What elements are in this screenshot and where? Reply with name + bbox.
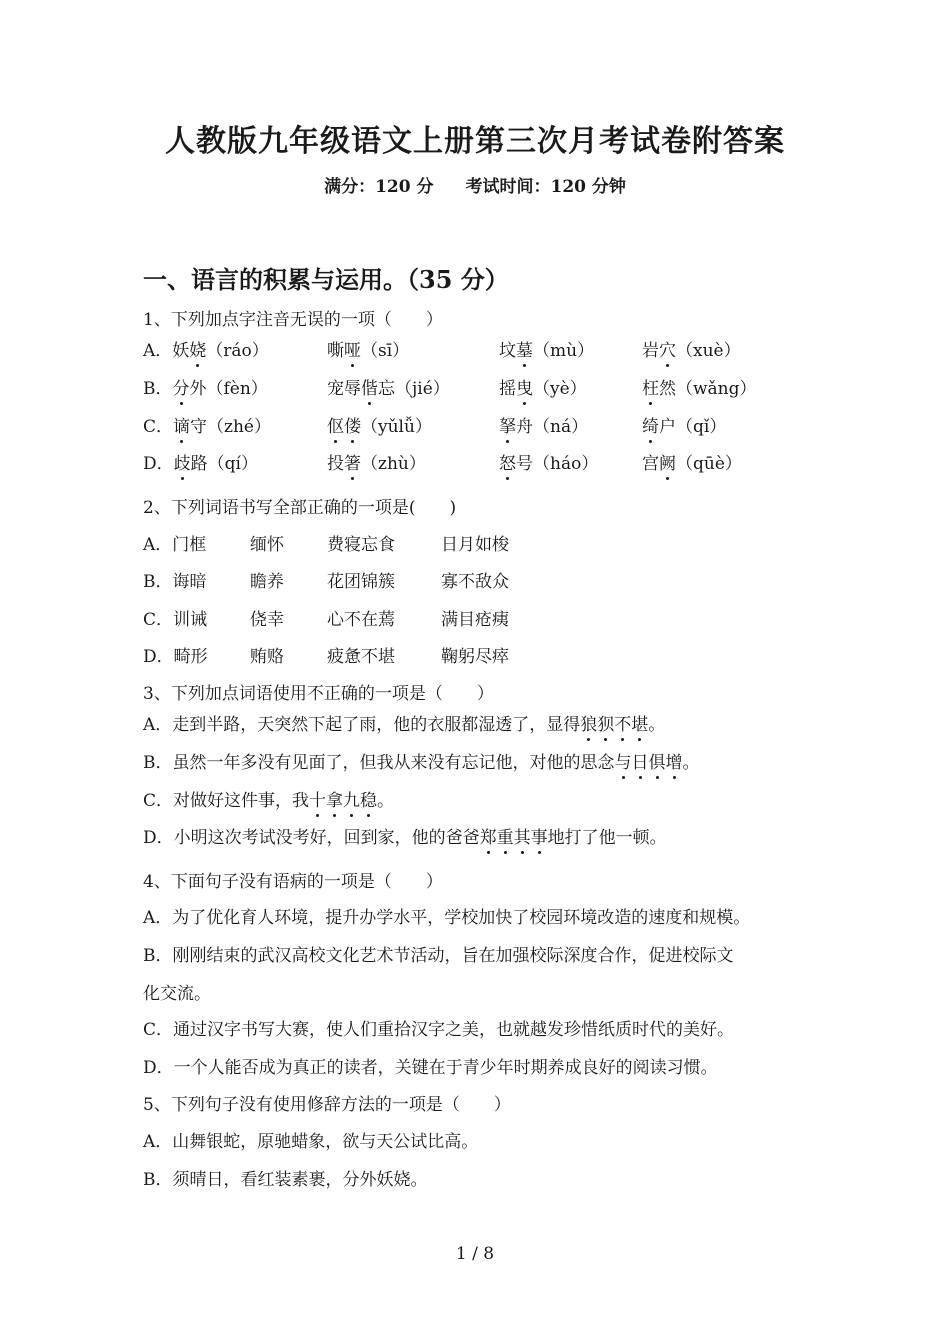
dotted-characters xyxy=(344,454,361,474)
dotted-characters xyxy=(173,379,190,399)
item-pinyin: 守（zhé） xyxy=(190,417,271,437)
word-item: 瞻养 xyxy=(250,572,284,592)
item-pinyin: （sī） xyxy=(361,341,410,361)
item-text: 坟 xyxy=(499,341,516,361)
emphasis-character: 狼 xyxy=(580,715,598,735)
dotted-characters xyxy=(659,341,676,361)
emphasis-character: 拿 xyxy=(326,791,344,811)
emphasis-character: 十 xyxy=(309,791,327,811)
page-number: 1 / 8 xyxy=(455,1244,495,1264)
emphasis-character: 其 xyxy=(513,828,531,848)
page-title: 人教版九年级语文上册第三次月考试卷附答案 xyxy=(165,124,785,159)
emphasis-character: 堪 xyxy=(631,715,649,735)
pinyin-item xyxy=(499,416,588,438)
full-score: 满分：120 分 xyxy=(324,177,434,197)
pinyin-item xyxy=(642,340,741,362)
pinyin-item xyxy=(327,340,409,362)
question-3-option xyxy=(143,790,394,812)
emphasis-character: 歧 xyxy=(173,454,191,474)
pinyin-item xyxy=(143,378,268,400)
question-5-option: A．山舞银蛇，原驰蜡象，欲与天公试比高。 xyxy=(143,1132,479,1152)
option-text: 地打了他一顿。 xyxy=(547,828,667,848)
dotted-idiom xyxy=(480,828,548,848)
question-3-stem: 3、下列加点词语使用不正确的一项是（ ） xyxy=(143,684,494,704)
question-5-option: B．须晴日，看红装素裹，分外妖娆。 xyxy=(143,1170,428,1190)
emphasis-character: 俱 xyxy=(648,753,666,773)
pinyin-item xyxy=(143,453,258,475)
emphasis-character: 偕 xyxy=(361,379,378,399)
word-item: 侥幸 xyxy=(250,610,284,630)
option-text: C．对做好这件事，我 xyxy=(143,791,310,811)
word-item: A．门框 xyxy=(143,535,207,555)
item-text: 宠辱 xyxy=(327,379,361,399)
item-pinyin: （mù） xyxy=(533,341,595,361)
dotted-characters xyxy=(344,341,361,361)
word-item: 缅怀 xyxy=(250,535,284,555)
emphasis-character: 狈 xyxy=(597,715,615,735)
item-pinyin: （yǔlǚ） xyxy=(361,417,432,437)
pinyin-item xyxy=(327,378,450,400)
word-item: 贿赂 xyxy=(250,647,284,667)
emphasis-character: 稳 xyxy=(360,791,378,811)
section-heading: 一、语言的积累与运用。（35 分） xyxy=(143,265,509,294)
item-pinyin: 忘（jié） xyxy=(378,379,450,399)
pinyin-item xyxy=(327,453,426,475)
question-4-option-continued: 化交流。 xyxy=(143,984,211,1004)
item-pinyin: （zhù） xyxy=(361,454,426,474)
item-pinyin: 号（háo） xyxy=(516,454,599,474)
pinyin-item xyxy=(143,416,271,438)
dotted-characters xyxy=(174,454,191,474)
dotted-characters xyxy=(499,454,516,474)
item-text: 岩 xyxy=(642,341,659,361)
item-text: C． xyxy=(143,417,174,437)
dotted-characters xyxy=(516,379,533,399)
option-text: B．虽然一年多没有见面了，但我从来没有忘记他，对他的思念 xyxy=(143,753,615,773)
pinyin-item xyxy=(642,378,757,400)
item-pinyin: 舟（ná） xyxy=(516,417,589,437)
question-4-stem: 4、下面句子没有语病的一项是（ ） xyxy=(143,872,443,892)
emphasis-character: 怒 xyxy=(499,454,516,474)
word-item: C．训诫 xyxy=(143,610,208,630)
item-text: B． xyxy=(143,379,173,399)
dotted-characters xyxy=(173,417,190,437)
emphasis-character: 曳 xyxy=(516,379,533,399)
option-text: D．小明这次考试没考好，回到家，他的爸爸 xyxy=(143,828,480,848)
emphasis-character: 九 xyxy=(343,791,361,811)
option-text: 。 xyxy=(682,753,700,773)
word-item: 疲惫不堪 xyxy=(327,647,395,667)
question-5-stem: 5、下列句子没有使用修辞方法的一项是（ ） xyxy=(143,1095,511,1115)
option-text: A．走到半路，天突然下起了雨，他的衣服都湿透了，显得 xyxy=(143,715,581,735)
dotted-idiom xyxy=(580,715,648,735)
question-4-option: C．通过汉字书写大赛，使人们重拾汉字之美，也就越发珍惜纸质时代的美好。 xyxy=(143,1020,735,1040)
emphasis-character: 穴 xyxy=(659,341,676,361)
item-pinyin: 外（fèn） xyxy=(189,379,268,399)
dotted-characters xyxy=(659,454,676,474)
dotted-idiom xyxy=(309,791,377,811)
question-3-option xyxy=(143,714,665,736)
question-3-option xyxy=(143,752,700,774)
question-3-option xyxy=(143,827,667,849)
dotted-characters xyxy=(642,417,659,437)
dotted-characters xyxy=(361,379,378,399)
item-pinyin: （qūè） xyxy=(676,454,742,474)
word-item: 鞠躬尽瘁 xyxy=(441,647,509,667)
emphasis-character: 箸 xyxy=(344,454,361,474)
emphasis-character: 墓 xyxy=(516,341,533,361)
item-text: A．妖 xyxy=(143,341,190,361)
pinyin-item xyxy=(143,340,269,362)
dotted-characters xyxy=(642,379,659,399)
dotted-characters xyxy=(499,417,516,437)
pinyin-item xyxy=(642,416,726,438)
question-2-stem: 2、下列词语书写全部正确的一项是( ) xyxy=(143,498,457,518)
dotted-idiom xyxy=(615,753,683,773)
emphasis-character: 日 xyxy=(631,753,649,773)
word-item: 花团锦簇 xyxy=(327,572,395,592)
emphasis-character: 事 xyxy=(530,828,548,848)
emphasis-character: 伛 xyxy=(327,417,344,437)
word-item: 日月如梭 xyxy=(441,535,509,555)
emphasis-character: 绮 xyxy=(642,417,659,437)
exam-time: 考试时间：120 分钟 xyxy=(465,177,626,197)
emphasis-character: 分 xyxy=(172,379,190,399)
exam-info xyxy=(0,172,950,197)
emphasis-character: 哑 xyxy=(344,341,361,361)
item-text: 宫 xyxy=(642,454,659,474)
question-1-stem: 1、下列加点字注音无误的一项（ ） xyxy=(143,310,443,330)
emphasis-character: 阙 xyxy=(659,454,676,474)
item-pinyin: 户（qǐ） xyxy=(659,417,727,437)
emphasis-character: 谪 xyxy=(173,417,191,437)
emphasis-character: 枉 xyxy=(642,379,659,399)
question-4-option: A．为了优化育人环境，提升办学水平，学校加快了校园环境改造的速度和规模。 xyxy=(143,908,751,928)
pinyin-item xyxy=(499,453,598,475)
dotted-characters xyxy=(327,417,361,437)
item-text: 投 xyxy=(327,454,344,474)
item-text: 嘶 xyxy=(327,341,344,361)
pinyin-item xyxy=(327,416,432,438)
word-item: 寡不敌众 xyxy=(441,572,509,592)
word-item: B．诲暗 xyxy=(143,572,207,592)
question-4-option: B．刚刚结束的武汉高校文化艺术节活动，旨在加强校际深度合作，促进校际文 xyxy=(143,946,734,966)
word-item: 满目疮痍 xyxy=(441,610,509,630)
emphasis-character: 不 xyxy=(614,715,632,735)
question-4-option: D．一个人能否成为真正的读者，关键在于青少年时期养成良好的阅读习惯。 xyxy=(143,1058,718,1078)
word-item: D．畸形 xyxy=(143,647,208,667)
word-item: 费寝忘食 xyxy=(327,535,395,555)
item-pinyin: 路（qí） xyxy=(190,454,258,474)
emphasis-character: 增 xyxy=(665,753,683,773)
emphasis-character: 与 xyxy=(614,753,632,773)
option-text: 。 xyxy=(648,715,666,735)
item-pinyin: 然（wǎng） xyxy=(659,379,757,399)
item-pinyin: （xuè） xyxy=(676,341,741,361)
item-text: 摇 xyxy=(499,379,516,399)
dotted-characters xyxy=(189,341,206,361)
emphasis-character: 重 xyxy=(496,828,514,848)
emphasis-character: 娆 xyxy=(189,341,207,361)
emphasis-character: 郑 xyxy=(479,828,497,848)
item-text: D． xyxy=(143,454,174,474)
pinyin-item xyxy=(642,453,742,475)
emphasis-character: 偻 xyxy=(344,417,361,437)
pinyin-item xyxy=(499,340,594,362)
pinyin-item xyxy=(499,378,587,400)
option-text: 。 xyxy=(377,791,395,811)
word-item: 心不在蔫 xyxy=(327,610,395,630)
emphasis-character: 拏 xyxy=(499,417,516,437)
item-pinyin: （ráo） xyxy=(206,341,269,361)
item-pinyin: （yè） xyxy=(533,379,587,399)
dotted-characters xyxy=(516,341,533,361)
